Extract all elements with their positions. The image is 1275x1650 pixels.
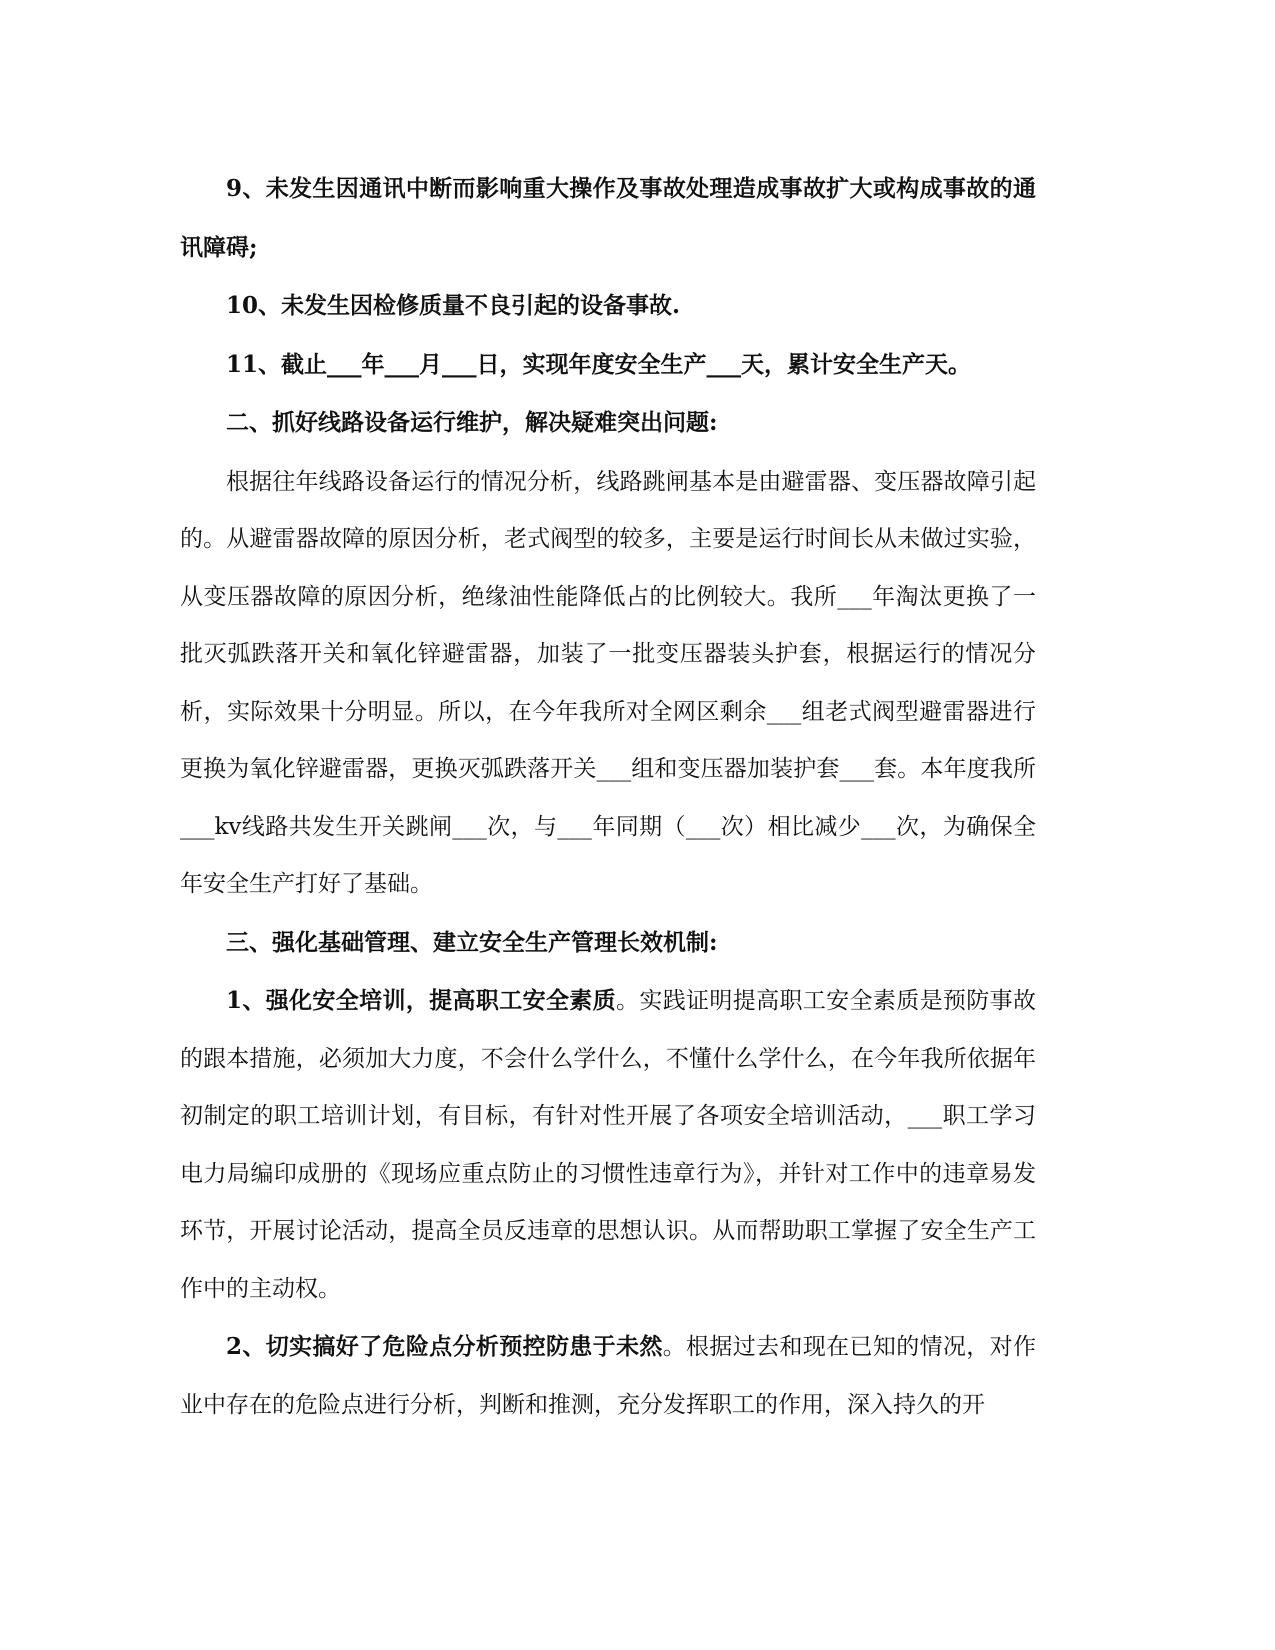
paragraph-lead: 9、未发生因通讯中断而影响重大操作及事故处理造成事故扩大或构成事故的通讯障碍; bbox=[180, 175, 1036, 261]
paragraph-lead: 10、未发生因检修质量不良引起的设备事故. bbox=[226, 292, 681, 319]
paragraph-item-9 bbox=[180, 160, 1036, 277]
document-page bbox=[180, 160, 1036, 1434]
body-paragraph-line-analysis bbox=[180, 453, 1036, 914]
paragraph-item-11 bbox=[180, 336, 1036, 395]
section-heading-2 bbox=[180, 394, 1036, 453]
section-heading-3 bbox=[180, 914, 1036, 973]
paragraph-text: 。实践证明提高职工安全素质是预防事故的跟本措施，必须加大力度，不会什么学什么，不懂什么学什么，在今年我所依据年初制定的职工培训计划，有目标，有针对性开展了各项安全培训活动，___职工学习电力局编印成册的《现场应重点防止的习惯性违章行为》，并针对工作中的违章易发环节，开展讨论活动，提高全员反违章的思想认识。从而帮助职工掌握了安全生产工作中的主动权。 bbox=[180, 988, 1036, 1302]
body-paragraph-training bbox=[180, 972, 1036, 1318]
paragraph-text: 。根据过去和现在已知的情况，对作业中存在的危险点进行分析，判断和推测，充分发挥职工的作用，深入持久的开 bbox=[180, 1334, 1036, 1418]
section-heading-text: 三、强化基础管理、建立安全生产管理长效机制: bbox=[226, 928, 718, 956]
paragraph-lead: 2、切实搞好了危险点分析预控防患于未然 bbox=[226, 1333, 663, 1360]
paragraph-lead: 1、强化安全培训，提高职工安全素质 bbox=[226, 987, 616, 1014]
section-heading-text: 二、抓好线路设备运行维护，解决疑难突出问题: bbox=[226, 409, 718, 436]
body-paragraph-risk-analysis bbox=[180, 1318, 1036, 1434]
paragraph-text: 根据往年线路设备运行的情况分析，线路跳闸基本是由避雷器、变压器故障引起的。从避雷器故障的原因分析，老式阀型的较多，主要是运行时间长从未做过实验，从变压器故障的原因分析，绝缘油性能降低占的比例较大。我所___年淘汰更换了一批灭弧跌落开关和氧化锌避雷器，加装了一批变压器装头护套，根据运行的情况分析，实际效果十分明显。所以，在今年我所对全网区剩余___组老式阀型避雷器进行更换为氧化锌避雷器，更换灭弧跌落开关___组和变压器加装护套___套。本年度我所___kv线路共发生开关跳闸___次，与___年同期（___次）相比减少___次，为确保全年安全生产打好了基础。 bbox=[180, 468, 1036, 897]
paragraph-item-10 bbox=[180, 277, 1036, 336]
paragraph-lead: 11、截止___年___月___日，实现年度安全生产___天，累计安全生产天。 bbox=[226, 350, 972, 378]
